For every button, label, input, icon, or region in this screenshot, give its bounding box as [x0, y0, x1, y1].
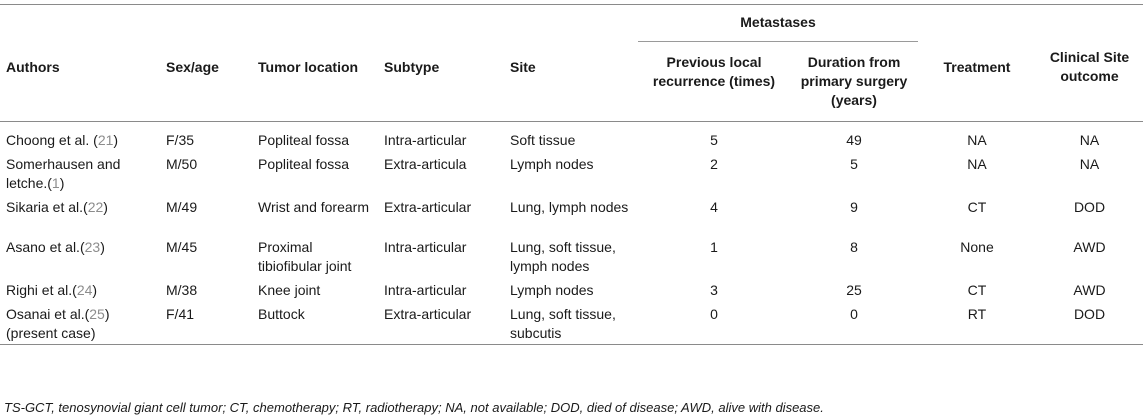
col-header-tumor-location: Tumor location: [258, 58, 359, 75]
cell-outcome: NA: [1079, 132, 1100, 148]
cell-sex-age: F/41: [166, 306, 195, 322]
reference-link[interactable]: 25: [89, 306, 105, 322]
reference-link[interactable]: 22: [87, 199, 104, 215]
cell-duration: 8: [850, 239, 858, 255]
cell-treatment: NA: [967, 156, 987, 172]
cell-site: Lung, soft tissue, lymph nodes: [510, 239, 616, 274]
cell-recurrence: 1: [710, 239, 718, 255]
cell-treatment: None: [960, 239, 994, 255]
cell-tumor-location: Popliteal fossa: [258, 132, 350, 148]
cell-recurrence: 2: [710, 156, 718, 172]
group-header-metastases: Metastases: [638, 5, 918, 42]
table-row: [0, 233, 1143, 276]
cell-site: Lymph nodes: [510, 282, 594, 298]
cell-tumor-location: Wrist and forearm: [258, 199, 369, 215]
cell-subtype: Intra-articular: [384, 282, 467, 298]
cell-outcome: AWD: [1073, 282, 1106, 298]
cell-duration: 25: [846, 282, 862, 298]
cell-recurrence: 4: [710, 199, 718, 215]
cell-duration: 9: [850, 199, 858, 215]
cell-author: Righi et al.(24): [6, 282, 98, 298]
cell-subtype: Extra-articula: [384, 156, 467, 172]
cell-tumor-location: Proximal tibiofibular joint: [258, 239, 352, 274]
cell-site: Soft tissue: [510, 132, 576, 148]
reference-link[interactable]: 23: [84, 239, 101, 255]
cell-site: Lymph nodes: [510, 156, 594, 172]
cell-author: Somerhausen and letche.(1): [6, 156, 121, 191]
cell-duration: 0: [850, 306, 858, 322]
cell-outcome: AWD: [1073, 239, 1106, 255]
col-header-clinical-outcome: Clinical Site outcome: [1049, 49, 1130, 84]
cell-site: Lung, soft tissue, subcutis: [510, 306, 616, 341]
cell-duration: 5: [850, 156, 858, 172]
cell-treatment: NA: [967, 132, 987, 148]
cell-subtype: Extra-articular: [384, 306, 472, 322]
reference-link[interactable]: 1: [51, 175, 60, 191]
cell-recurrence: 3: [710, 282, 718, 298]
table-footnote: TS-GCT, tenosynovial giant cell tumor; CT, chemotherapy; RT, radiotherapy; NA, not available; DOD, died of disease; AWD, alive with disease.: [4, 400, 824, 415]
col-header-duration: Duration from primary surgery (years): [800, 54, 908, 108]
table-row: [0, 150, 1143, 193]
reference-link[interactable]: 21: [97, 132, 114, 148]
cell-recurrence: 5: [710, 132, 718, 148]
cell-outcome: NA: [1079, 156, 1100, 172]
cell-sex-age: M/38: [166, 282, 198, 298]
cell-subtype: Intra-articular: [384, 239, 467, 255]
cell-sex-age: F/35: [166, 132, 195, 148]
metastases-table: [0, 4, 1143, 345]
cell-tumor-location: Buttock: [258, 306, 305, 322]
cell-subtype: Extra-articular: [384, 199, 472, 215]
cell-duration: 49: [846, 132, 862, 148]
cell-outcome: DOD: [1073, 306, 1106, 322]
cell-outcome: DOD: [1073, 199, 1106, 215]
cell-subtype: Intra-articular: [384, 132, 467, 148]
cell-treatment: CT: [967, 282, 987, 298]
cell-tumor-location: Popliteal fossa: [258, 156, 350, 172]
cell-author: Asano et al.(23): [6, 239, 105, 255]
cell-author: Sikaria et al.(22): [6, 199, 108, 215]
col-header-site: Site: [510, 58, 536, 75]
cell-sex-age: M/49: [166, 199, 198, 215]
cell-site: Lung, lymph nodes: [510, 199, 629, 215]
table-row: [0, 276, 1143, 300]
col-header-previous-recurrence: Previous local recurrence (times): [652, 54, 776, 89]
table-row: [0, 122, 1143, 150]
table-row: [0, 193, 1143, 233]
col-header-sex-age: Sex/age: [166, 58, 219, 75]
cell-author: Choong et al. (21): [6, 132, 119, 148]
cell-author: Osanai et al.(25) (present case): [6, 306, 110, 341]
cell-sex-age: M/50: [166, 156, 198, 172]
cell-treatment: RT: [967, 306, 987, 322]
header-row-top: [0, 5, 1143, 42]
col-header-treatment: Treatment: [943, 58, 1011, 75]
col-header-authors: Authors: [6, 58, 60, 75]
cell-treatment: CT: [967, 199, 987, 215]
col-header-subtype: Subtype: [384, 58, 440, 75]
cell-recurrence: 0: [710, 306, 718, 322]
table-row: [0, 300, 1143, 345]
reference-link[interactable]: 24: [76, 282, 93, 298]
cell-tumor-location: Knee joint: [258, 282, 321, 298]
cell-sex-age: M/45: [166, 239, 198, 255]
